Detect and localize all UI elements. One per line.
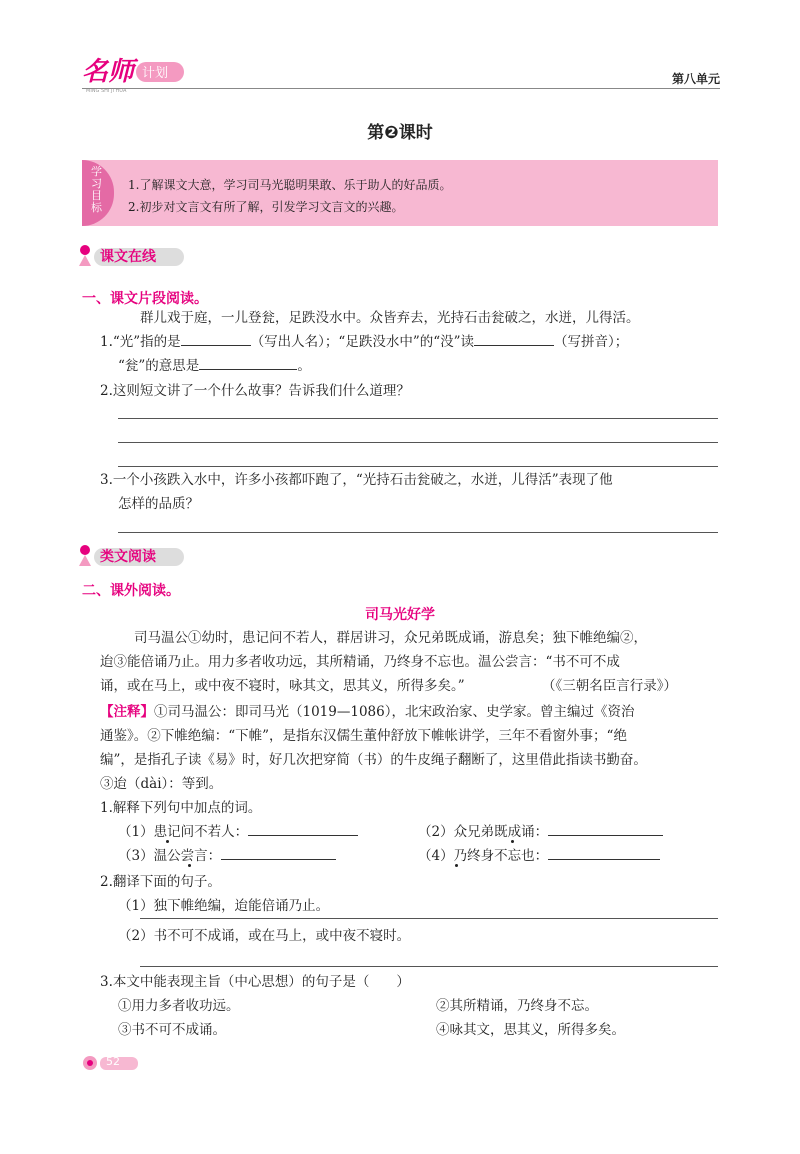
answer-blank[interactable] <box>474 331 554 346</box>
reading-paragraph-line: 诵，或在马上，或中夜不寝时，咏其文，思其义，所得多矣。” <box>100 678 465 694</box>
part-heading-2: 二、课外阅读。 <box>82 583 180 599</box>
passage-text: 群儿戏于庭，一儿登瓮，足跌没水中。众皆弃去，光持石击瓮破之，水迸，儿得活。 <box>140 310 640 326</box>
page-number-badge <box>82 1052 142 1074</box>
emphasis-dot <box>511 840 514 843</box>
reading-paragraph-line: 司马温公①幼时，患记问不若人，群居讲习，众兄弟既成诵，游息矣；独下帷绝编②， <box>134 630 647 646</box>
svg-text:计划: 计划 <box>142 66 169 81</box>
reading-paragraph-line: 迨③能倍诵乃止。用力多者收功远，其所精诵，乃终身不忘也。温公尝言：“书不可不成 <box>100 654 620 670</box>
note-line: ③迨（dài）：等到。 <box>100 776 223 792</box>
answer-line[interactable] <box>118 466 718 467</box>
goal-item: 1.了解课文大意，学习司马光聪明果敢、乐于助人的好品质。 <box>128 178 452 192</box>
svg-text:MING SHI JI HUA: MING SHI JI HUA <box>86 88 127 94</box>
answer-line[interactable] <box>140 966 718 967</box>
goal-item: 2.初步对文言文有所了解，引发学习文言文的兴趣。 <box>128 200 404 214</box>
question-3-cont: 怎样的品质？ <box>118 496 199 512</box>
brand-logo <box>82 50 202 96</box>
girl-icon <box>76 244 94 266</box>
question-1: 1.“光”指的是 （写出人名）；“足跌没水中”的“没”读 （写拼音）； <box>100 330 725 354</box>
section-badge-text-online: 课文在线 <box>76 244 186 268</box>
answer-line[interactable] <box>118 418 718 419</box>
question-2-1: 1.解释下列句中加点的词。 <box>100 800 262 816</box>
learning-goals-tag: 学习目标 <box>82 160 114 226</box>
note-line: 【注释】①司马温公：即司马光（1019—1086），北宋政治家、史学家。曾主编过《资治 <box>100 704 635 720</box>
note-label: 【注释】 <box>100 704 154 720</box>
question-2-3: 3.本文中能表现主旨（中心思想）的句子是（ ） <box>100 974 410 990</box>
girl-icon <box>76 544 94 566</box>
emphasis-dot <box>188 864 191 867</box>
option[interactable]: ③书不可不成诵。 <box>118 1022 226 1038</box>
question-2-2: 2.翻译下面的句子。 <box>100 874 221 890</box>
note-line: 编”，是指孔子读《易》时，好几次把穿简（书）的牛皮绳子翻断了，这里借此指读书勤奋。 <box>100 752 647 768</box>
section-badge-related-reading: 类文阅读 <box>76 544 186 568</box>
option[interactable]: ①用力多者收功远。 <box>118 998 240 1014</box>
reading-title: 司马光好学 <box>365 607 435 623</box>
answer-line[interactable] <box>118 532 718 533</box>
emphasis-dot <box>166 840 169 843</box>
answer-line[interactable] <box>118 442 718 443</box>
sub-question: （3）温公尝言： <box>118 844 336 868</box>
answer-blank[interactable] <box>548 845 660 860</box>
note-line: 通鉴》。②下帷绝编：“下帷”，是指东汉儒生董仲舒放下帷帐讲学，三年不看窗外事；“绝 <box>100 728 627 744</box>
unit-label: 第八单元 <box>671 72 720 86</box>
sub-question: （4）乃终身不忘也： <box>418 844 660 868</box>
learning-goals-list <box>128 174 451 218</box>
answer-blank[interactable] <box>248 821 358 836</box>
reading-source: （《三朝名臣言行录》） <box>542 678 677 694</box>
sub-question: （2）众兄弟既成诵： <box>418 820 663 844</box>
answer-blank[interactable] <box>221 845 336 860</box>
page-number: 52 <box>106 1055 120 1068</box>
emphasis-dot <box>455 864 458 867</box>
option[interactable]: ④咏其文，思其义，所得多矣。 <box>436 1022 625 1038</box>
option[interactable]: ②其所精诵，乃终身不忘。 <box>436 998 598 1014</box>
question-3: 3.一个小孩跌入水中，许多小孩都吓跑了，“光持石击瓮破之，水迸，儿得活”表现了他 <box>100 472 613 488</box>
answer-blank[interactable] <box>199 355 297 370</box>
answer-line[interactable] <box>140 918 718 919</box>
part-heading-1: 一、课文片段阅读。 <box>82 291 208 307</box>
question-1-cont: “瓮”的意思是 。 <box>118 354 311 378</box>
translate-item: （2）书不可不成诵，或在马上，或中夜不寝时。 <box>118 928 411 944</box>
answer-blank[interactable] <box>181 331 251 346</box>
sub-question: （1）患记问不若人： <box>118 820 358 844</box>
translate-item: （1）独下帷绝编，迨能倍诵乃止。 <box>118 898 330 914</box>
question-2: 2.这则短文讲了一个什么故事？告诉我们什么道理？ <box>100 383 410 399</box>
header-divider <box>82 88 720 89</box>
logo-text-glyphs: 名师 <box>82 57 135 87</box>
lesson-title: 第❷课时 <box>367 123 433 143</box>
answer-blank[interactable] <box>548 821 663 836</box>
